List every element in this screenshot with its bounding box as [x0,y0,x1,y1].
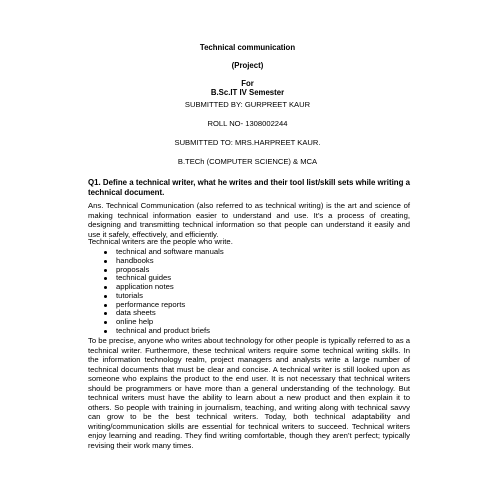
list-item: data sheets [104,309,224,318]
document-title: Technical communication [199,43,296,52]
for-label: For [241,79,254,88]
list-item: proposals [104,266,224,275]
list-item: online help [104,318,224,327]
program-label: B.TECh (COMPUTER SCIENCE) & MCA [177,157,318,166]
project-label: (Project) [231,61,264,70]
document-types-list [104,248,224,336]
submitted-to: SUBMITTED TO: MRS.HARPREET KAUR. [174,138,321,147]
list-item: tutorials [104,292,224,301]
list-item: handbooks [104,257,224,266]
title-block [0,43,495,97]
list-item: technical and product briefs [104,327,224,336]
answer-closing: To be precise, anyone who writes about technology for other people is typically referred to as a technical writer. Furthermore, these technical writers require some technical writing skills. In the information technology realm, project managers and analysts write a large number of technical documents that must be clear and concise. A technical writer is still looked upon as someone who explains the product to the end user. It is not necessary that technical writers should be programmers or have more than a general understanding of the technology. But technical writers must have the ability to learn about a new product and then explain it to others. So people with training in journalism, teaching, and writing along with technical savvy can grow to be the best technical writers. Today, both technical adaptability and writing/communication skills are essential for technical writers to succeed. Technical writers enjoy learning and reading. They find writing comfortable, though they aren’t perfect; typically revising their work many times. [88,336,410,451]
list-item: technical guides [104,274,224,283]
answer-intro: Ans. Technical Communication (also referred to as technical writing) is the art and science of making technical information easier to understand and use. It’s a process of creating, designing and transmitting technical information so that people can understand it easily and use it safely, effectively, and efficiently. [88,201,410,239]
course-label: B.Sc.IT IV Semester [210,88,285,97]
list-item: technical and software manuals [104,248,224,257]
list-item: performance reports [104,301,224,310]
submitted-by: SUBMITTED BY: GURPREET KAUR [184,100,311,109]
roll-number: ROLL NO- 1308002244 [207,119,288,128]
writers-line: Technical writers are the people who write. [88,237,233,246]
question-heading: Q1. Define a technical writer, what he writes and their tool list/skill sets while writing a technical document. [88,178,410,197]
list-item: application notes [104,283,224,292]
